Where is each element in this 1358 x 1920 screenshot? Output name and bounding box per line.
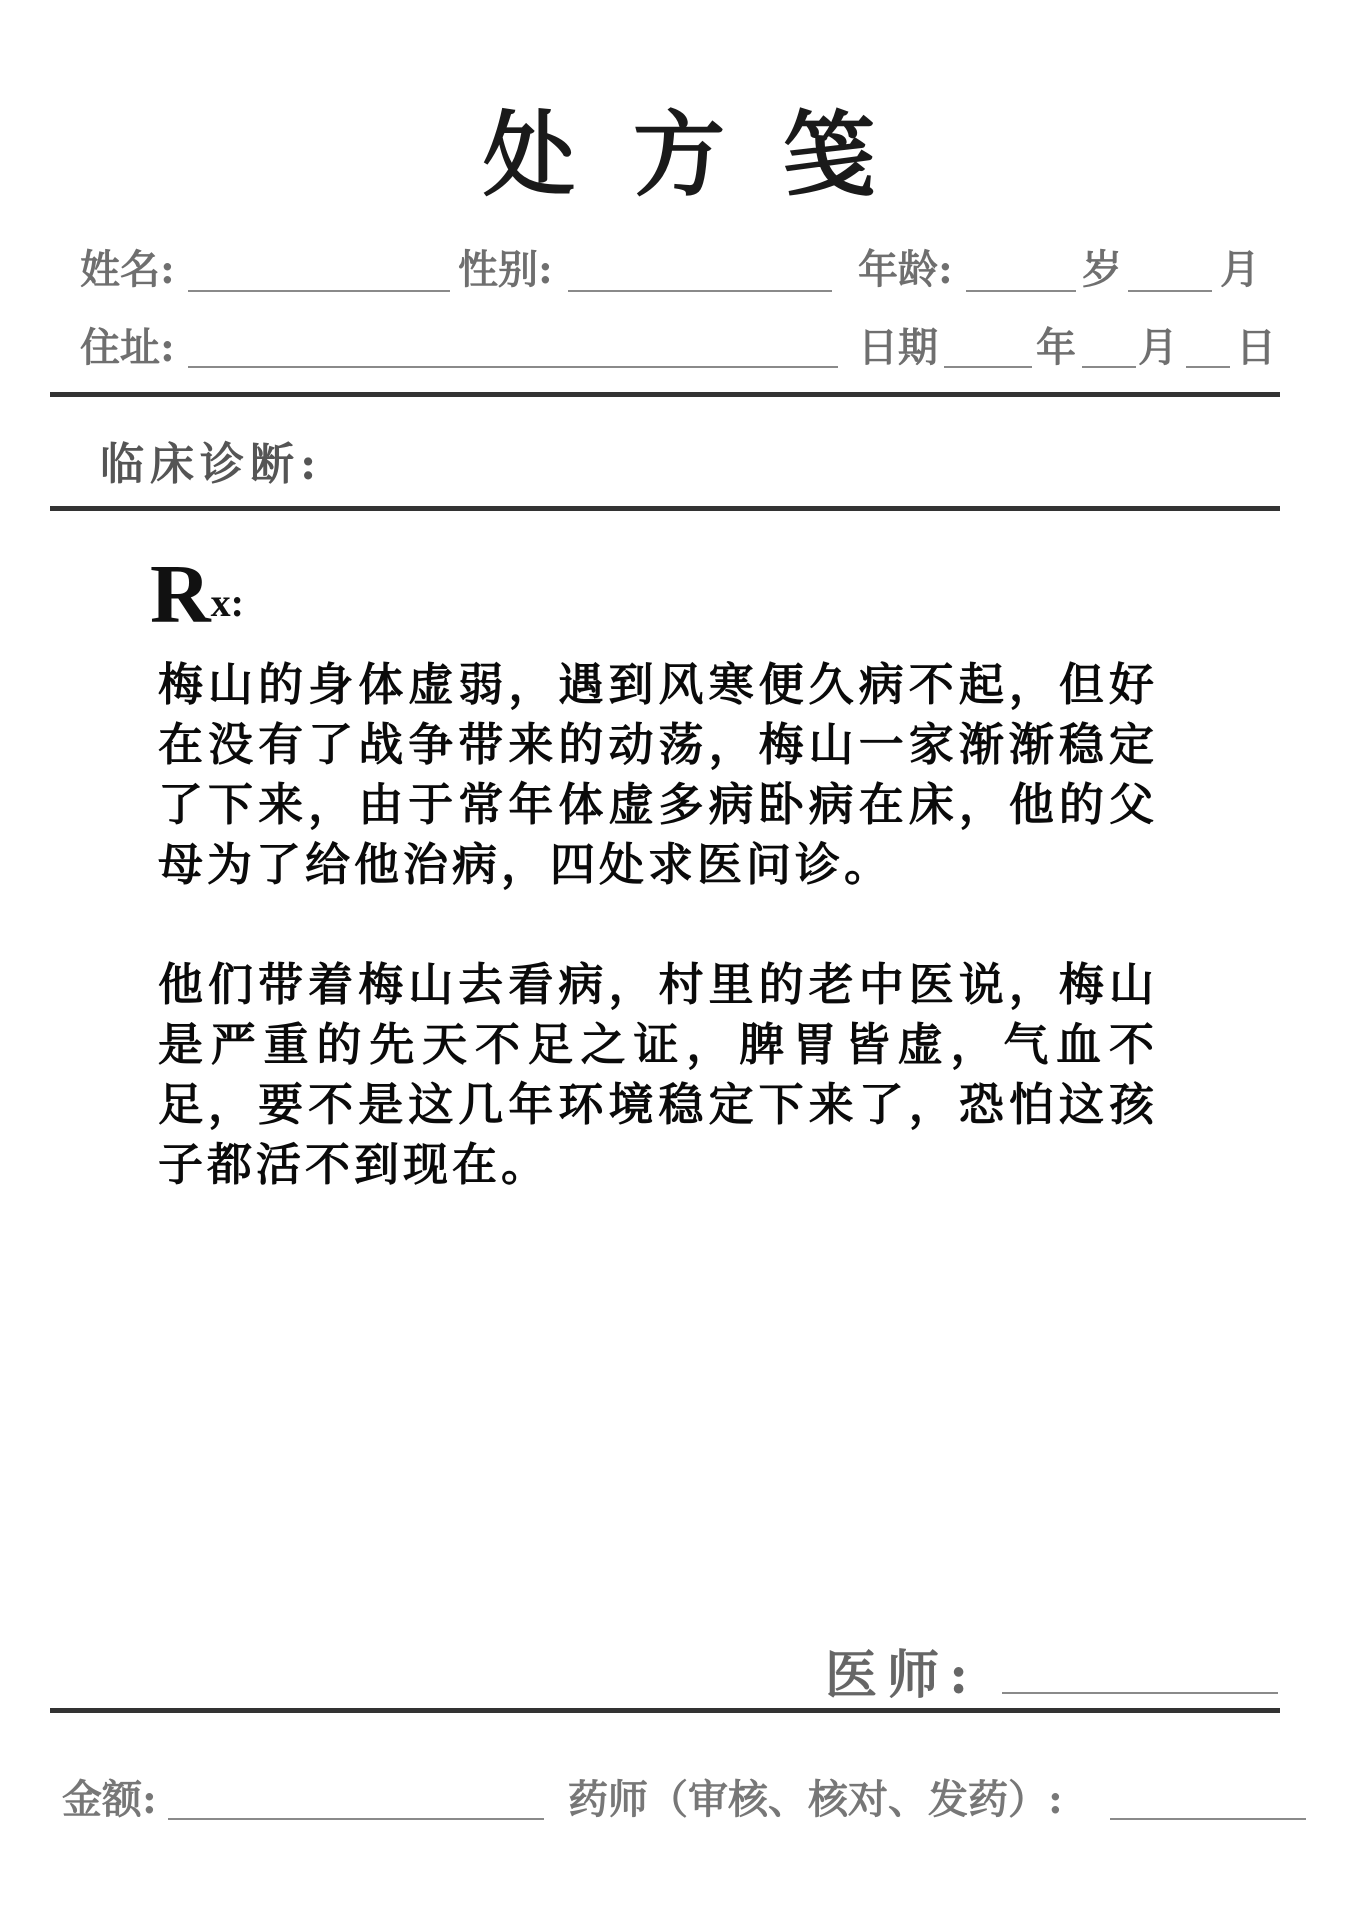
divider-bottom: [50, 1708, 1280, 1713]
address-field[interactable]: [188, 366, 838, 368]
prescription-paragraph-1: 梅山的身体虚弱，遇到风寒便久病不起，但好在没有了战争带来的动荡，梅山一家渐渐稳定了下来，由于常年体虚多病卧病在床，他的父母为了给他治病，四处求医问诊。: [158, 658, 1158, 891]
age-month-unit: 月: [1220, 246, 1260, 293]
rx-suffix: x:: [210, 580, 244, 626]
doctor-signature-field[interactable]: [1002, 1692, 1278, 1694]
gender-field[interactable]: [568, 290, 832, 292]
pharmacist-signature-field[interactable]: [1110, 1818, 1306, 1820]
divider-top: [50, 392, 1280, 397]
diagnosis-label: 临床诊断:: [100, 439, 323, 490]
age-months-field[interactable]: [1128, 290, 1212, 292]
prescription-paragraph-2: 他们带着梅山去看病，村里的老中医说，梅山是严重的先天不足之证，脾胃皆虚，气血不足，要不是这几年环境稳定下来了，恐怕这孩子都活不到现在。: [158, 958, 1158, 1191]
rx-symbol: [150, 546, 244, 643]
page-title: 处方笺: [482, 101, 933, 209]
name-label: 姓名:: [80, 246, 175, 293]
date-month-unit: 月: [1138, 324, 1178, 371]
doctor-label: 医师:: [825, 1645, 979, 1706]
amount-field[interactable]: [168, 1818, 544, 1820]
amount-label: 金额:: [62, 1776, 157, 1823]
age-label: 年龄:: [858, 246, 953, 293]
divider-diagnosis: [50, 506, 1280, 511]
date-day-unit: 日: [1236, 324, 1276, 371]
date-year-field[interactable]: [944, 366, 1032, 368]
pharmacist-label: 药师（审核、核对、发药）:: [568, 1776, 1063, 1823]
address-label: 住址:: [80, 324, 175, 371]
age-year-unit: 岁: [1082, 246, 1122, 293]
age-years-field[interactable]: [966, 290, 1076, 292]
date-label: 日期: [858, 324, 938, 371]
date-month-field[interactable]: [1082, 366, 1136, 368]
rx-letter: R: [150, 548, 211, 641]
date-year-unit: 年: [1036, 324, 1076, 371]
gender-label: 性别:: [458, 246, 553, 293]
date-day-field[interactable]: [1186, 366, 1230, 368]
name-field[interactable]: [188, 290, 450, 292]
